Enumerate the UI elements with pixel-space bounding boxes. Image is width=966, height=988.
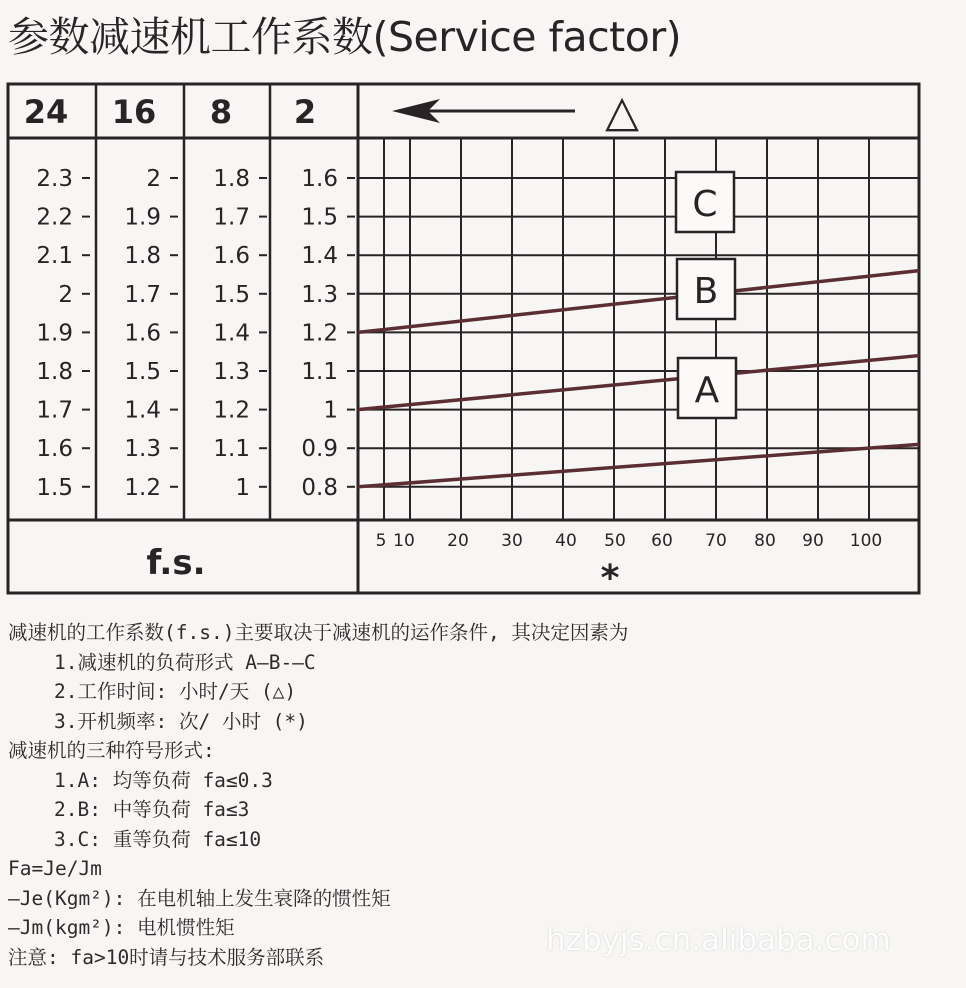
notes-intro: 减速机的工作系数(f.s.)主要取决于减速机的运作条件, 其决定因素为 <box>8 621 629 644</box>
notes-je: —Je(Kgm²): 在电机轴上发生衰降的惯性矩 <box>8 886 391 910</box>
notes-jm: —Jm(kgm²): 电机惯性矩 <box>8 916 235 939</box>
notes-symbol-b: 2.B: 中等负荷 fa≤3 <box>54 798 250 821</box>
tick-label: 1.6 <box>124 320 161 347</box>
notes-item-start-frequency: 3.开机频率: 次/ 小时 (*) <box>54 709 308 733</box>
tick-label: 1.2 <box>301 320 338 347</box>
tick-label: 2.1 <box>36 243 73 270</box>
tick-label: 1.8 <box>124 243 161 270</box>
tick-label: 1.5 <box>301 204 338 231</box>
tick-label: 1.3 <box>213 359 250 385</box>
tick-label: 1.4 <box>124 397 161 424</box>
hours-triangle-symbol: △ <box>605 86 639 137</box>
tick-label: 1.5 <box>124 359 161 385</box>
series-line-a <box>358 444 919 486</box>
tick-label: 1.2 <box>124 474 161 501</box>
tick-label: 1.2 <box>213 397 250 424</box>
tick-label: 1.8 <box>213 166 250 192</box>
tick-label: 1.5 <box>36 474 73 501</box>
series-labels <box>676 172 736 418</box>
tick-label: 1.7 <box>36 397 73 424</box>
tick-label: 1.3 <box>301 281 338 308</box>
x-tick-label: 20 <box>447 531 469 551</box>
column-header: 2 <box>293 93 317 131</box>
column-header: 24 <box>23 93 69 131</box>
column-headers <box>24 86 639 137</box>
notes-item-load-type: 1.减速机的负荷形式 A—B-—C <box>54 650 316 674</box>
x-tick-label: 10 <box>393 531 415 551</box>
tick-label: 2.3 <box>36 166 73 192</box>
series-label-a: A <box>694 370 720 411</box>
tick-label: 1.4 <box>301 243 338 270</box>
notes-item-working-time: 2.工作时间: 小时/天 (△) <box>54 680 297 703</box>
tick-label: 2.2 <box>36 204 73 231</box>
series-label-b: B <box>693 271 719 312</box>
tick-label: 1.1 <box>301 359 338 385</box>
x-axis-symbol: * <box>600 558 620 599</box>
tick-label: 0.9 <box>301 436 338 463</box>
notes-symbols-heading: 减速机的三种符号形式: <box>8 739 215 762</box>
tick-label: 2 <box>146 166 161 192</box>
notes-block <box>8 618 628 972</box>
tick-label: 1.3 <box>124 436 161 463</box>
x-tick-label: 90 <box>802 531 824 551</box>
series-label-c: C <box>692 184 718 225</box>
series-line-c <box>358 271 919 333</box>
tick-label: 1.6 <box>36 436 73 463</box>
tick-label: 1.8 <box>36 359 73 385</box>
chart-grid <box>358 138 919 520</box>
column-header: 8 <box>209 93 233 131</box>
watermark: hzbyjs.cn.alibaba.com <box>546 922 891 958</box>
notes-symbol-a: 1.A: 均等负荷 fa≤0.3 <box>54 768 273 792</box>
tick-label: 0.8 <box>301 474 338 501</box>
series-line-b <box>358 356 919 410</box>
x-tick-label: 70 <box>705 531 727 551</box>
tick-label: 1.5 <box>213 281 250 308</box>
notes-formula: Fa=Je/Jm <box>8 857 102 880</box>
tick-label: 1 <box>323 397 338 424</box>
tick-label: 1.7 <box>213 204 250 231</box>
tick-label: 1.7 <box>124 281 161 308</box>
tick-label: 1.4 <box>213 320 250 347</box>
page-title: 参数减速机工作系数(Service factor) <box>8 13 682 61</box>
notes-symbol-c: 3.C: 重等负荷 fa≤10 <box>54 827 262 851</box>
series-lines <box>358 271 919 487</box>
notes-warning: 注意: fa>10时请与技术服务部联系 <box>8 945 325 969</box>
x-tick-label: 50 <box>604 531 626 551</box>
column-header: 16 <box>111 93 157 131</box>
x-tick-label: 30 <box>501 531 523 551</box>
x-tick-label: 100 <box>849 531 883 551</box>
tick-label: 1.9 <box>36 320 73 347</box>
tick-label: 1.6 <box>301 166 338 192</box>
tick-label: 1.1 <box>213 436 250 463</box>
x-tick-label: 60 <box>651 531 673 551</box>
x-tick-label: 5 <box>375 531 387 551</box>
x-axis-ticks <box>376 531 883 599</box>
y-axis-label: f.s. <box>146 543 206 583</box>
x-tick-label: 40 <box>555 531 577 551</box>
tick-label: 1.6 <box>213 243 250 270</box>
tick-label: 1.9 <box>124 204 161 231</box>
x-tick-label: 80 <box>754 531 776 551</box>
tick-label: 2 <box>58 281 73 308</box>
tick-label: 1 <box>235 474 250 501</box>
